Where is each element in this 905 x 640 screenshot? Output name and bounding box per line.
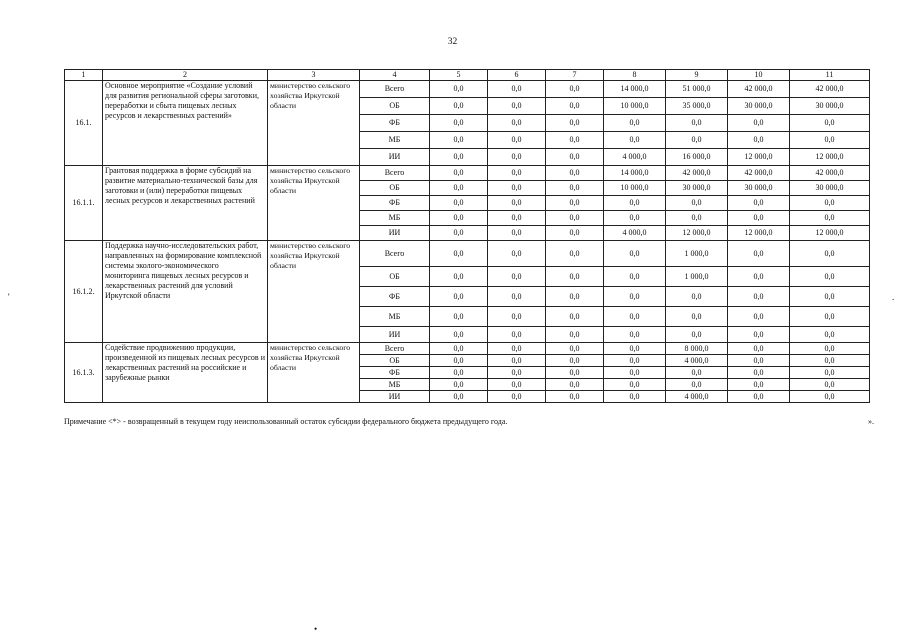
amount-cell: 0,0 — [790, 355, 870, 367]
amount-cell: 0,0 — [790, 343, 870, 355]
amount-cell: 0,0 — [488, 181, 546, 196]
amount-cell: 0,0 — [728, 267, 790, 287]
amount-cell: 0,0 — [430, 327, 488, 343]
measure-executor: министерство сельского хозяйства Иркутской области — [268, 81, 360, 166]
amount-cell: 0,0 — [604, 367, 666, 379]
amount-cell: 0,0 — [546, 287, 604, 307]
column-header: 9 — [666, 70, 728, 81]
amount-cell: 42 000,0 — [728, 81, 790, 98]
amount-cell: 0,0 — [488, 267, 546, 287]
amount-cell: 0,0 — [604, 327, 666, 343]
amount-cell: 0,0 — [728, 211, 790, 226]
amount-cell: 0,0 — [488, 327, 546, 343]
amount-cell: 0,0 — [546, 327, 604, 343]
funding-source: МБ — [360, 379, 430, 391]
funding-source: ОБ — [360, 355, 430, 367]
scan-mark: . — [892, 292, 895, 302]
column-header: 4 — [360, 70, 430, 81]
amount-cell: 42 000,0 — [790, 81, 870, 98]
amount-cell: 0,0 — [790, 211, 870, 226]
amount-cell: 0,0 — [604, 391, 666, 403]
column-header: 8 — [604, 70, 666, 81]
amount-cell: 0,0 — [488, 115, 546, 132]
amount-cell: 0,0 — [430, 391, 488, 403]
funding-source: ФБ — [360, 367, 430, 379]
amount-cell: 16 000,0 — [666, 149, 728, 166]
amount-cell: 0,0 — [728, 355, 790, 367]
amount-cell: 0,0 — [488, 287, 546, 307]
amount-cell: 0,0 — [488, 343, 546, 355]
amount-cell: 0,0 — [430, 81, 488, 98]
amount-cell: 0,0 — [430, 343, 488, 355]
table-row — [65, 343, 870, 355]
amount-cell: 0,0 — [790, 367, 870, 379]
amount-cell: 0,0 — [488, 241, 546, 267]
amount-cell: 12 000,0 — [790, 226, 870, 241]
amount-cell: 30 000,0 — [728, 98, 790, 115]
funding-source: МБ — [360, 307, 430, 327]
amount-cell: 0,0 — [488, 196, 546, 211]
column-number-row — [65, 70, 870, 81]
amount-cell: 0,0 — [728, 132, 790, 149]
amount-cell: 10 000,0 — [604, 181, 666, 196]
amount-cell: 0,0 — [728, 343, 790, 355]
amount-cell: 0,0 — [430, 241, 488, 267]
amount-cell: 0,0 — [728, 196, 790, 211]
amount-cell: 0,0 — [430, 226, 488, 241]
amount-cell: 0,0 — [430, 149, 488, 166]
amount-cell: 0,0 — [430, 166, 488, 181]
amount-cell: 0,0 — [728, 379, 790, 391]
measure-code: 16.1.3. — [65, 343, 103, 403]
amount-cell: 1 000,0 — [666, 241, 728, 267]
amount-cell: 0,0 — [546, 81, 604, 98]
scan-mark: ' — [8, 292, 10, 302]
amount-cell: 12 000,0 — [666, 226, 728, 241]
amount-cell: 0,0 — [604, 379, 666, 391]
table-row — [65, 166, 870, 181]
amount-cell: 0,0 — [666, 307, 728, 327]
amount-cell: 35 000,0 — [666, 98, 728, 115]
funding-source: ИИ — [360, 226, 430, 241]
amount-cell: 0,0 — [488, 81, 546, 98]
budget-table — [64, 69, 870, 403]
amount-cell: 0,0 — [546, 379, 604, 391]
amount-cell: 12 000,0 — [728, 149, 790, 166]
amount-cell: 0,0 — [546, 241, 604, 267]
amount-cell: 1 000,0 — [666, 267, 728, 287]
amount-cell: 0,0 — [604, 211, 666, 226]
funding-source: ИИ — [360, 391, 430, 403]
column-header: 7 — [546, 70, 604, 81]
amount-cell: 0,0 — [430, 181, 488, 196]
column-header: 1 — [65, 70, 103, 81]
amount-cell: 0,0 — [790, 196, 870, 211]
measure-name: Грантовая поддержка в форме субсидий на развитие материально-технической базы для заготовки и (или) переработки пищевых лесных ресурсов и лекарственных растений — [103, 166, 268, 241]
funding-source: ОБ — [360, 181, 430, 196]
amount-cell: 30 000,0 — [790, 181, 870, 196]
amount-cell: 0,0 — [546, 98, 604, 115]
amount-cell: 0,0 — [488, 132, 546, 149]
measure-code: 16.1.1. — [65, 166, 103, 241]
amount-cell: 30 000,0 — [728, 181, 790, 196]
column-header: 3 — [268, 70, 360, 81]
amount-cell: 8 000,0 — [666, 343, 728, 355]
funding-source: ИИ — [360, 327, 430, 343]
amount-cell: 0,0 — [546, 307, 604, 327]
amount-cell: 0,0 — [488, 166, 546, 181]
amount-cell: 0,0 — [430, 132, 488, 149]
amount-cell: 0,0 — [790, 379, 870, 391]
column-header: 2 — [103, 70, 268, 81]
amount-cell: 0,0 — [430, 98, 488, 115]
amount-cell: 0,0 — [546, 367, 604, 379]
amount-cell: 0,0 — [790, 241, 870, 267]
table-row — [65, 81, 870, 98]
amount-cell: 42 000,0 — [728, 166, 790, 181]
amount-cell: 4 000,0 — [604, 226, 666, 241]
measure-executor: министерство сельского хозяйства Иркутской области — [268, 343, 360, 403]
amount-cell: 0,0 — [488, 226, 546, 241]
amount-cell: 0,0 — [604, 307, 666, 327]
amount-cell: 0,0 — [604, 343, 666, 355]
amount-cell: 0,0 — [546, 132, 604, 149]
amount-cell: 0,0 — [488, 211, 546, 226]
amount-cell: 12 000,0 — [790, 149, 870, 166]
amount-cell: 0,0 — [604, 241, 666, 267]
amount-cell: 0,0 — [604, 355, 666, 367]
amount-cell: 4 000,0 — [666, 355, 728, 367]
funding-source: ФБ — [360, 115, 430, 132]
amount-cell: 0,0 — [728, 287, 790, 307]
amount-cell: 0,0 — [546, 343, 604, 355]
amount-cell: 0,0 — [790, 267, 870, 287]
amount-cell: 0,0 — [430, 307, 488, 327]
funding-source: ОБ — [360, 98, 430, 115]
amount-cell: 0,0 — [430, 267, 488, 287]
amount-cell: 0,0 — [728, 115, 790, 132]
closing-quote: ». — [868, 417, 874, 426]
amount-cell: 0,0 — [430, 367, 488, 379]
funding-source: Всего — [360, 343, 430, 355]
amount-cell: 0,0 — [666, 367, 728, 379]
amount-cell: 0,0 — [790, 391, 870, 403]
funding-source: Всего — [360, 241, 430, 267]
amount-cell: 0,0 — [666, 211, 728, 226]
amount-cell: 0,0 — [666, 115, 728, 132]
funding-source: Всего — [360, 81, 430, 98]
amount-cell: 0,0 — [546, 115, 604, 132]
amount-cell: 0,0 — [430, 355, 488, 367]
amount-cell: 0,0 — [488, 307, 546, 327]
amount-cell: 0,0 — [790, 327, 870, 343]
column-header: 10 — [728, 70, 790, 81]
amount-cell: 0,0 — [546, 196, 604, 211]
amount-cell: 0,0 — [546, 149, 604, 166]
amount-cell: 12 000,0 — [728, 226, 790, 241]
amount-cell: 0,0 — [728, 307, 790, 327]
amount-cell: 0,0 — [728, 367, 790, 379]
funding-source: Всего — [360, 166, 430, 181]
measure-name: Основное мероприятие «Создание условий для развития региональной сферы заготовки, переработки и сбыта пищевых лесных ресурсов и лекарственных растений» — [103, 81, 268, 166]
table-body — [65, 81, 870, 403]
funding-source: ФБ — [360, 196, 430, 211]
amount-cell: 0,0 — [666, 379, 728, 391]
funding-source: ФБ — [360, 287, 430, 307]
amount-cell: 0,0 — [546, 211, 604, 226]
amount-cell: 42 000,0 — [666, 166, 728, 181]
amount-cell: 0,0 — [604, 132, 666, 149]
funding-source: ИИ — [360, 149, 430, 166]
amount-cell: 0,0 — [430, 211, 488, 226]
amount-cell: 0,0 — [546, 267, 604, 287]
amount-cell: 0,0 — [430, 287, 488, 307]
amount-cell: 0,0 — [430, 379, 488, 391]
amount-cell: 0,0 — [488, 355, 546, 367]
amount-cell: 0,0 — [546, 226, 604, 241]
column-header: 5 — [430, 70, 488, 81]
amount-cell: 0,0 — [790, 132, 870, 149]
measure-code: 16.1. — [65, 81, 103, 166]
amount-cell: 0,0 — [666, 196, 728, 211]
amount-cell: 0,0 — [546, 181, 604, 196]
amount-cell: 4 000,0 — [666, 391, 728, 403]
measure-name: Поддержка научно-исследовательских работ, направленных на формирование комплексной системы эколого-экономического мониторинга пищевых лесных ресурсов и лекарственных растений для условий Иркутской области — [103, 241, 268, 343]
footnote: Примечание <*> - возвращенный в текущем году неиспользованный остаток субсидии федерального бюджета предыдущего года. — [64, 417, 508, 426]
amount-cell: 0,0 — [790, 307, 870, 327]
page-number: 32 — [447, 37, 458, 47]
amount-cell: 0,0 — [430, 115, 488, 132]
scan-mark: • — [314, 624, 318, 634]
amount-cell: 0,0 — [728, 391, 790, 403]
amount-cell: 4 000,0 — [604, 149, 666, 166]
amount-cell: 51 000,0 — [666, 81, 728, 98]
amount-cell: 0,0 — [546, 391, 604, 403]
amount-cell: 0,0 — [604, 196, 666, 211]
column-header: 6 — [488, 70, 546, 81]
amount-cell: 0,0 — [604, 287, 666, 307]
measure-executor: министерство сельского хозяйства Иркутской области — [268, 166, 360, 241]
amount-cell: 14 000,0 — [604, 166, 666, 181]
amount-cell: 0,0 — [488, 367, 546, 379]
amount-cell: 0,0 — [430, 196, 488, 211]
amount-cell: 30 000,0 — [666, 181, 728, 196]
amount-cell: 30 000,0 — [790, 98, 870, 115]
amount-cell: 0,0 — [666, 287, 728, 307]
amount-cell: 0,0 — [604, 115, 666, 132]
amount-cell: 0,0 — [488, 149, 546, 166]
amount-cell: 0,0 — [488, 98, 546, 115]
amount-cell: 0,0 — [666, 132, 728, 149]
amount-cell: 0,0 — [728, 327, 790, 343]
amount-cell: 0,0 — [790, 287, 870, 307]
column-header: 11 — [790, 70, 870, 81]
amount-cell: 0,0 — [546, 166, 604, 181]
funding-source: МБ — [360, 211, 430, 226]
measure-name: Содействие продвижению продукции, произведенной из пищевых лесных ресурсов и лекарственных растений на российские и зарубежные рынки — [103, 343, 268, 403]
funding-source: МБ — [360, 132, 430, 149]
amount-cell: 0,0 — [666, 327, 728, 343]
measure-executor: министерство сельского хозяйства Иркутской области — [268, 241, 360, 343]
amount-cell: 0,0 — [488, 379, 546, 391]
amount-cell: 42 000,0 — [790, 166, 870, 181]
measure-code: 16.1.2. — [65, 241, 103, 343]
amount-cell: 14 000,0 — [604, 81, 666, 98]
funding-source: ОБ — [360, 267, 430, 287]
amount-cell: 10 000,0 — [604, 98, 666, 115]
amount-cell: 0,0 — [488, 391, 546, 403]
amount-cell: 0,0 — [604, 267, 666, 287]
table-row — [65, 241, 870, 267]
amount-cell: 0,0 — [728, 241, 790, 267]
amount-cell: 0,0 — [790, 115, 870, 132]
amount-cell: 0,0 — [546, 355, 604, 367]
